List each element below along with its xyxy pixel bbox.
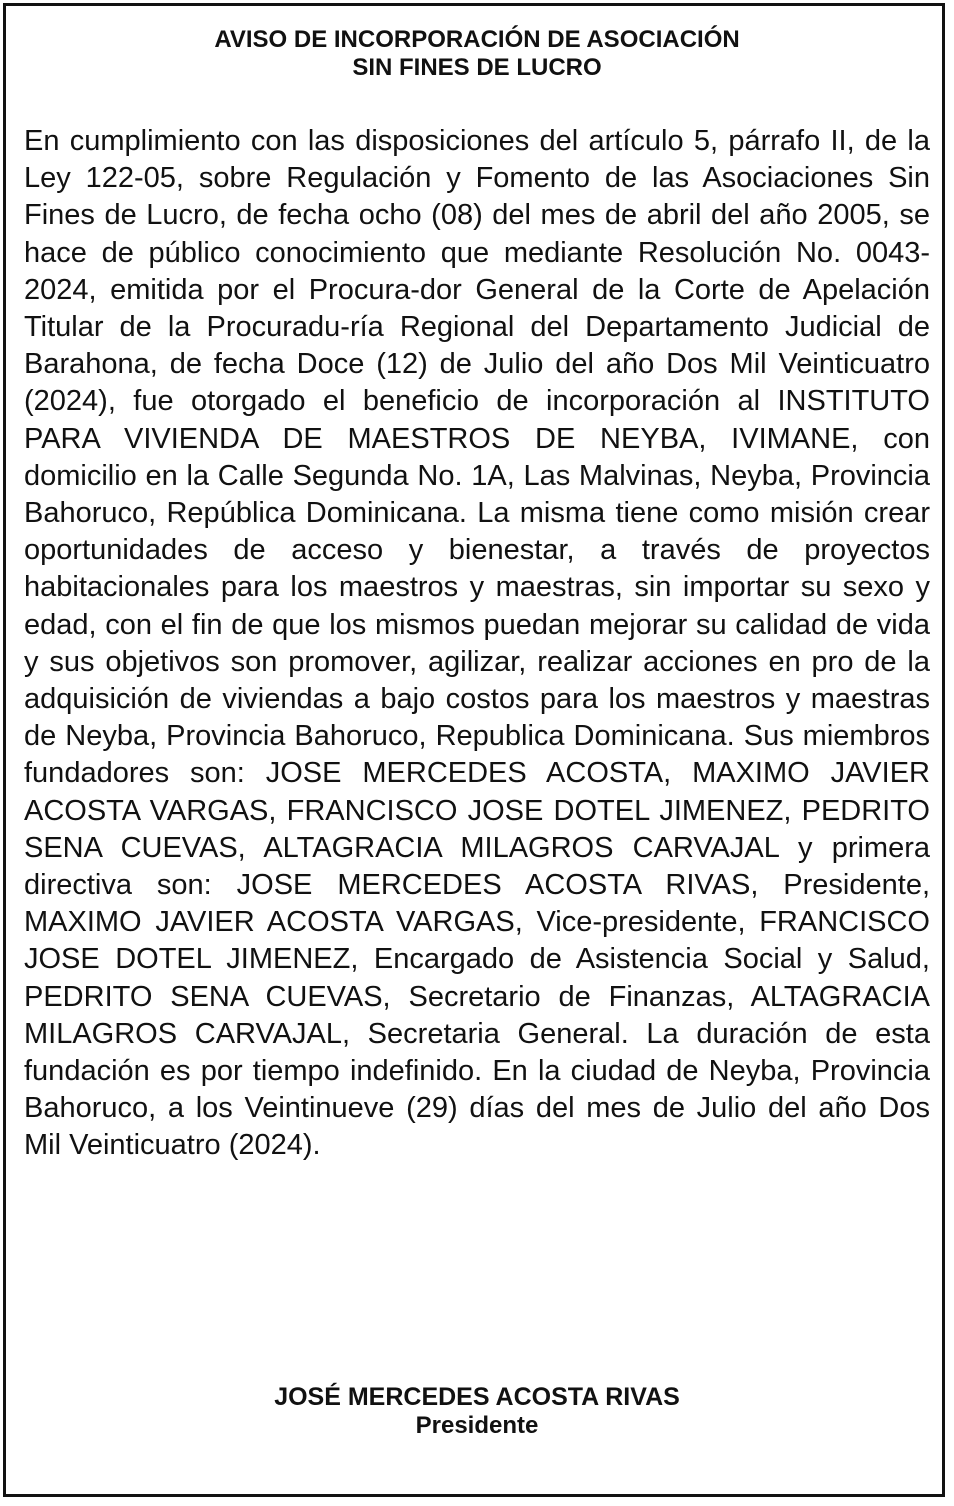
notice-title bbox=[6, 26, 948, 82]
signature-block bbox=[6, 1382, 948, 1440]
signatory-title: Presidente bbox=[415, 1412, 539, 1439]
notice-body: En cumplimiento con las disposiciones del artículo 5, párrafo II, de la Ley 122-05, sobre Regulación y Fomento de las Asociaciones Sin Fines de Lucro, de fecha ocho (08) del mes de abril del año 2005, se hace de público conocimiento que mediante Resolución No. 0043-2024, emitida por el Procura-dor General de la Corte de Apelación Titular de la Procuradu-ría Regional del Departamento Judicial de Barahona, de fecha Doce (12) de Julio del año Dos Mil Veinticuatro (2024), fue otorgado el beneficio de incorporación al INSTITUTO PARA VIVIENDA DE MAESTROS DE NEYBA, IVIMANE, con domicilio en la Calle Segunda No. 1A, Las Malvinas, Neyba, Provincia Bahoruco, República Dominicana. La misma tiene como misión crear oportunidades de acceso y bienestar, a través de proyectos habitacionales para los maestros y maestras, sin importar su sexo y edad, con el fin de que los mismos puedan mejorar su calidad de vida y sus objetivos son promover, agilizar, realizar acciones en pro de la adquisición de viviendas a bajo costos para los maestros y maestras de Neyba, Provincia Bahoruco, Republica Dominicana. Sus miembros fundadores son: JOSE MERCEDES ACOSTA, MAXIMO JAVIER ACOSTA VARGAS, FRANCISCO JOSE DOTEL JIMENEZ, PEDRITO SENA CUEVAS, ALTAGRACIA MILAGROS CARVAJAL y primera directiva son: JOSE MERCEDES ACOSTA RIVAS, Presidente, MAXIMO JAVIER ACOSTA VARGAS, Vice-presidente, FRANCISCO JOSE DOTEL JIMENEZ, Encargado de Asistencia Social y Salud, PEDRITO SENA CUEVAS, Secretario de Finanzas, ALTAGRACIA MILAGROS CARVAJAL, Secretaria General. La duración de esta fundación es por tiempo indefinido. En la ciudad de Neyba, Provincia Bahoruco, a los Veintinueve (29) días del mes de Julio del año Dos Mil Veinticuatro (2024). bbox=[24, 125, 930, 1162]
notice-title-line-2: SIN FINES DE LUCRO bbox=[352, 54, 602, 81]
notice-frame bbox=[3, 3, 945, 1497]
notice-title-line-1: AVISO DE INCORPORACIÓN DE ASOCIACIÓN bbox=[214, 26, 740, 53]
signatory-name: JOSÉ MERCEDES ACOSTA RIVAS bbox=[274, 1383, 680, 1411]
